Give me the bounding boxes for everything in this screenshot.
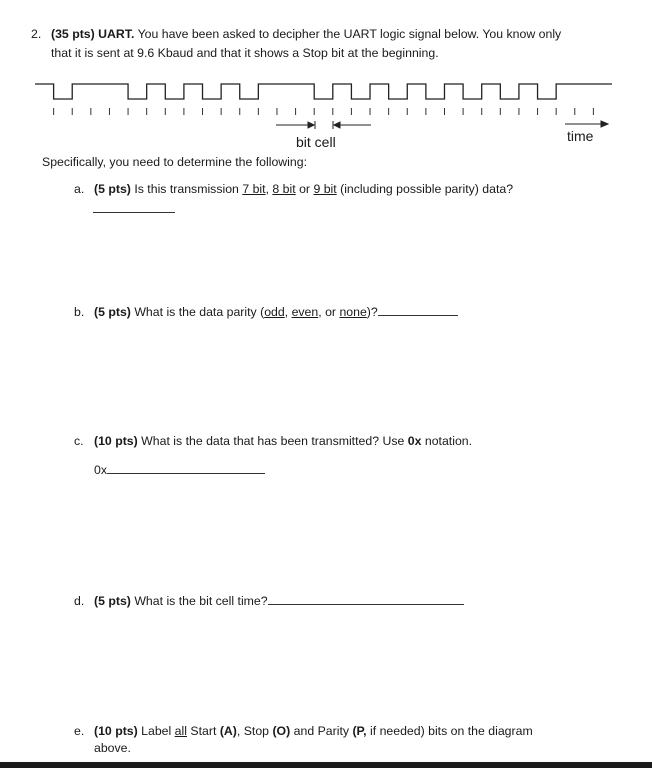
separator: , [265, 182, 269, 196]
question-a [74, 182, 513, 196]
question-intro-text: You have been asked to decipher the UART logic signal below. You know only [137, 27, 562, 41]
instructions-text: Specifically, you need to determine the following: [42, 155, 307, 169]
question-d [74, 593, 464, 608]
start-abbr: (A) [219, 724, 237, 738]
answer-d-blank[interactable] [268, 593, 464, 605]
option-7-bit: 7 bit [242, 182, 266, 196]
question-e-points: (10 pts) [94, 724, 138, 738]
answer-c-prefix: 0x [94, 463, 107, 477]
question-e-text: and Parity [293, 724, 350, 738]
question-e-label: e. [74, 724, 85, 738]
bit-cell-label: bit cell [296, 134, 336, 150]
option-odd: odd [264, 305, 285, 319]
question-a-label: a. [74, 182, 85, 196]
question-c-text-end: notation. [424, 434, 473, 448]
question-c-points: (10 pts) [94, 434, 138, 448]
option-none: none [339, 305, 367, 319]
question-e-text: Start [190, 724, 217, 738]
question-b-text-end: )? [366, 305, 378, 319]
option-8-bit: 8 bit [272, 182, 296, 196]
question-e-text: Label [141, 724, 172, 738]
time-label: time [567, 128, 594, 144]
question-d-text: What is the bit cell time? [134, 594, 268, 608]
answer-c-line [94, 462, 265, 477]
question-c-text: What is the data that has been transmitted? Use [141, 434, 405, 448]
answer-c-blank[interactable] [107, 462, 265, 474]
question-e-text: if needed) bits on the diagram [370, 724, 533, 738]
option-9-bit: 9 bit [313, 182, 337, 196]
question-d-points: (5 pts) [94, 594, 131, 608]
question-d-label: d. [74, 594, 85, 608]
option-even: even [291, 305, 319, 319]
time-arrow [565, 121, 608, 127]
question-a-points: (5 pts) [94, 182, 131, 196]
question-e-all: all [174, 724, 187, 738]
separator: , or [318, 305, 337, 319]
question-c [74, 434, 472, 448]
question-b-label: b. [74, 305, 85, 319]
separator: or [299, 182, 311, 196]
question-e-line2: above. [94, 741, 131, 755]
question-a-text: Is this transmission [134, 182, 239, 196]
question-b-points: (5 pts) [94, 305, 131, 319]
stop-abbr: (O) [272, 724, 291, 738]
question-intro-line1 [51, 27, 561, 41]
question-b-text: What is the data parity ( [134, 305, 265, 319]
uart-signal-waveform [35, 84, 612, 99]
question-number: 2. [31, 27, 42, 41]
answer-b-blank[interactable] [378, 304, 458, 316]
question-c-label: c. [74, 434, 84, 448]
question-intro-line2: that it is sent at 9.6 Kbaud and that it shows a Stop bit at the beginning. [51, 46, 439, 60]
answer-a-blank[interactable] [93, 201, 175, 213]
question-a-text-end: (including possible parity) data? [340, 182, 514, 196]
bit-tick-marks [54, 108, 594, 115]
question-title: UART. [98, 27, 135, 41]
bit-cell-indicator [276, 121, 371, 129]
separator: , [284, 305, 289, 319]
question-points: (35 pts) [51, 27, 95, 41]
question-e-text: , Stop [236, 724, 270, 738]
question-b [74, 304, 458, 319]
parity-abbr: (P, [352, 724, 367, 738]
page-bottom-edge [0, 762, 652, 768]
question-e [74, 724, 533, 738]
hex-notation-word: 0x [407, 434, 422, 448]
